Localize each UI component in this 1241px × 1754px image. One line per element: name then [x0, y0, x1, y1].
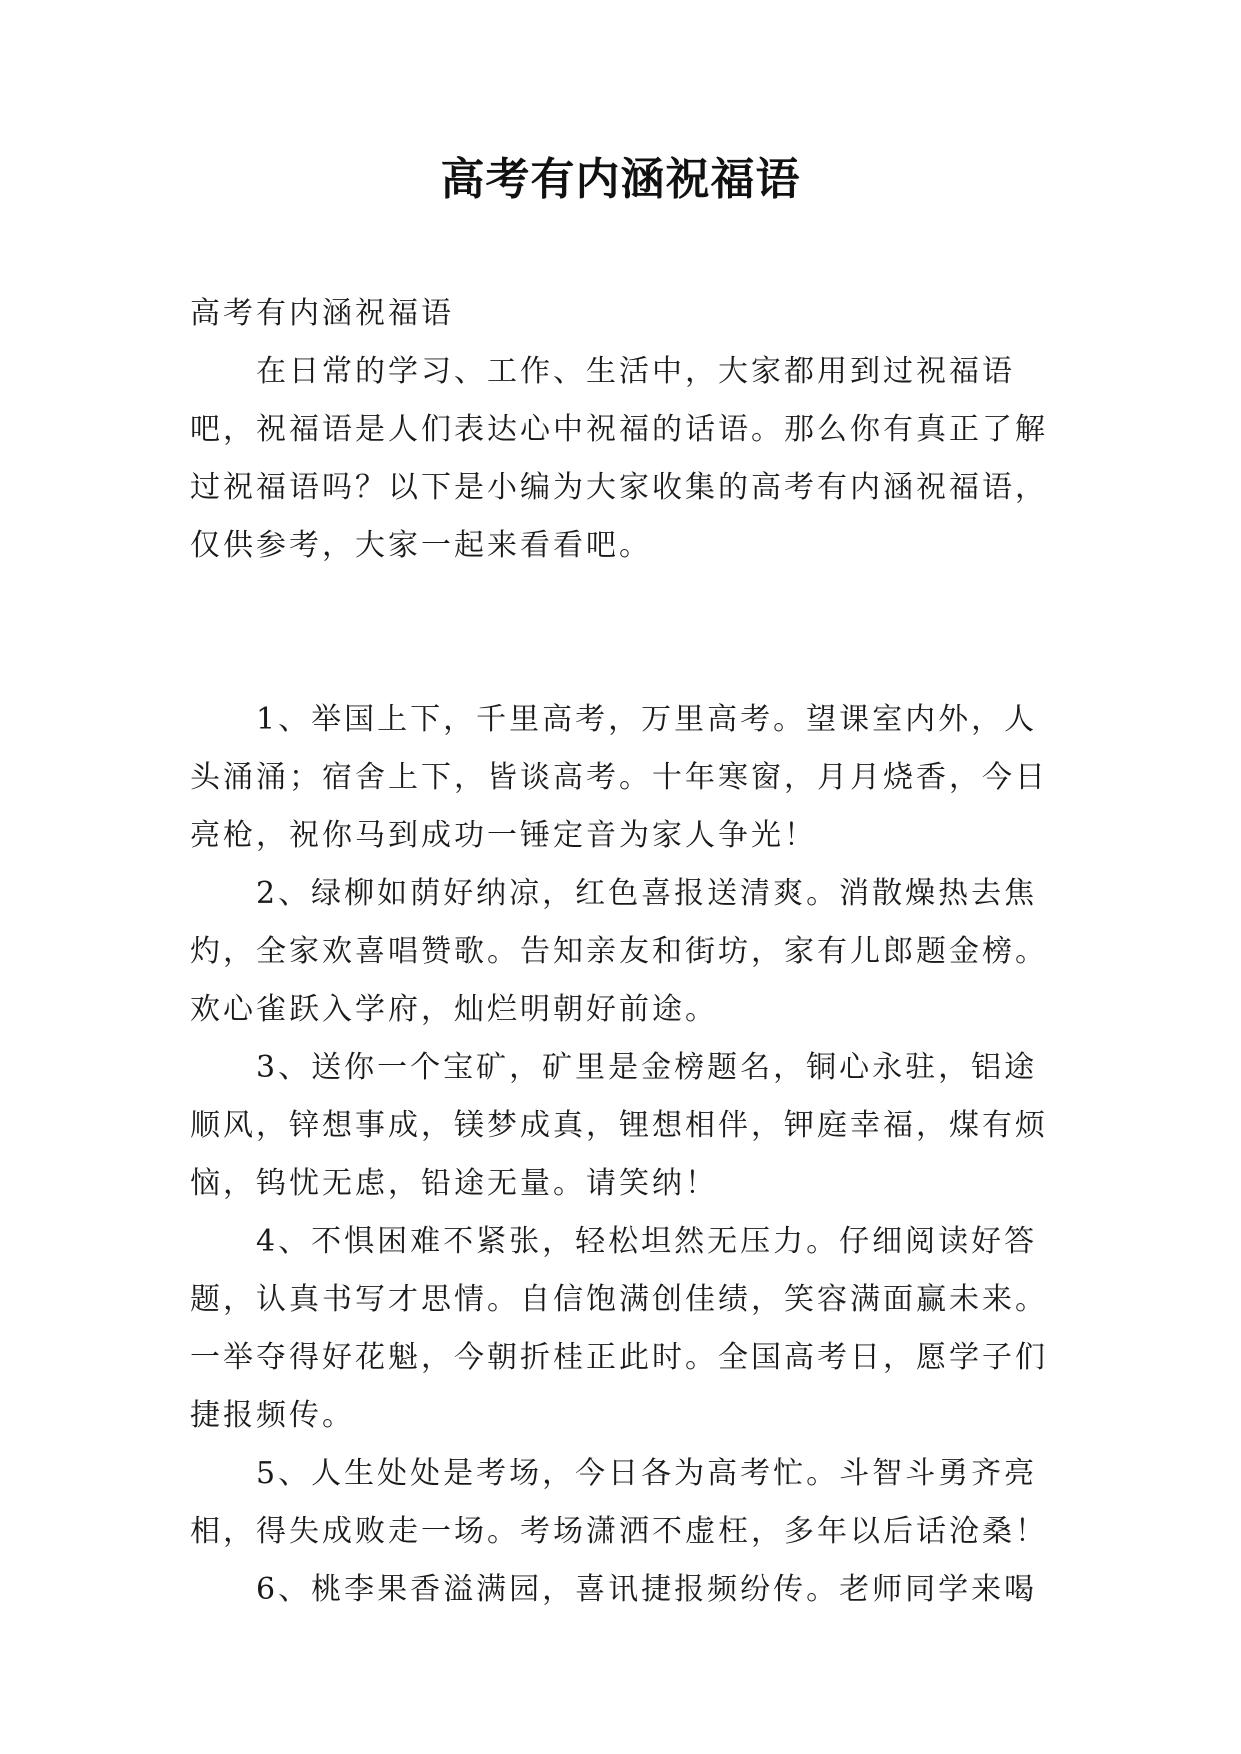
blessing-item-2: 2、绿柳如荫好纳凉，红色喜报送清爽。消散燥热去焦灼，全家欢喜唱赞歌。告知亲友和街坊，家有儿郎题金榜。欢心雀跃入学府，灿烂明朝好前途。	[190, 876, 1048, 1027]
intro-paragraph: 在日常的学习、工作、生活中，大家都用到过祝福语吧，祝福语是人们表达心中祝福的话语。那么你有真正了解过祝福语吗？以下是小编为大家收集的高考有内涵祝福语，仅供参考，大家一起来看看吧。	[190, 354, 1048, 563]
blessing-item-4: 4、不惧困难不紧张，轻松坦然无压力。仔细阅读好答题，认真书写才思情。自信饱满创佳绩，笑容满面赢未来。一举夺得好花魁，今朝折桂正此时。全国高考日，愿学子们捷报频传。	[190, 1224, 1048, 1433]
blessing-item-1: 1、举国上下，千里高考，万里高考。望课室内外，人头涌涌；宿舍上下，皆谈高考。十年寒窗，月月烧香，今日亮枪，祝你马到成功一锤定音为家人争光！	[190, 702, 1048, 853]
document-subtitle: 高考有内涵祝福语	[190, 296, 454, 331]
document-title: 高考有内涵祝福语	[440, 154, 801, 205]
blessing-item-6: 6、桃李果香溢满园，喜讯捷报频纷传。老师同学来喝	[256, 1572, 1038, 1607]
blessing-item-3: 3、送你一个宝矿，矿里是金榜题名，铜心永驻，铝途顺风，锌想事成，镁梦成真，锂想相伴，钾庭幸福，煤有烦恼，钨忧无虑，铅途无量。请笑纳！	[190, 1050, 1048, 1201]
document-body	[190, 285, 1070, 1619]
blank-line	[190, 633, 1070, 691]
blessing-item-5: 5、人生处处是考场，今日各为高考忙。斗智斗勇齐亮相，得失成败走一场。考场潇洒不虚枉，多年以后话沧桑！	[190, 1456, 1048, 1549]
